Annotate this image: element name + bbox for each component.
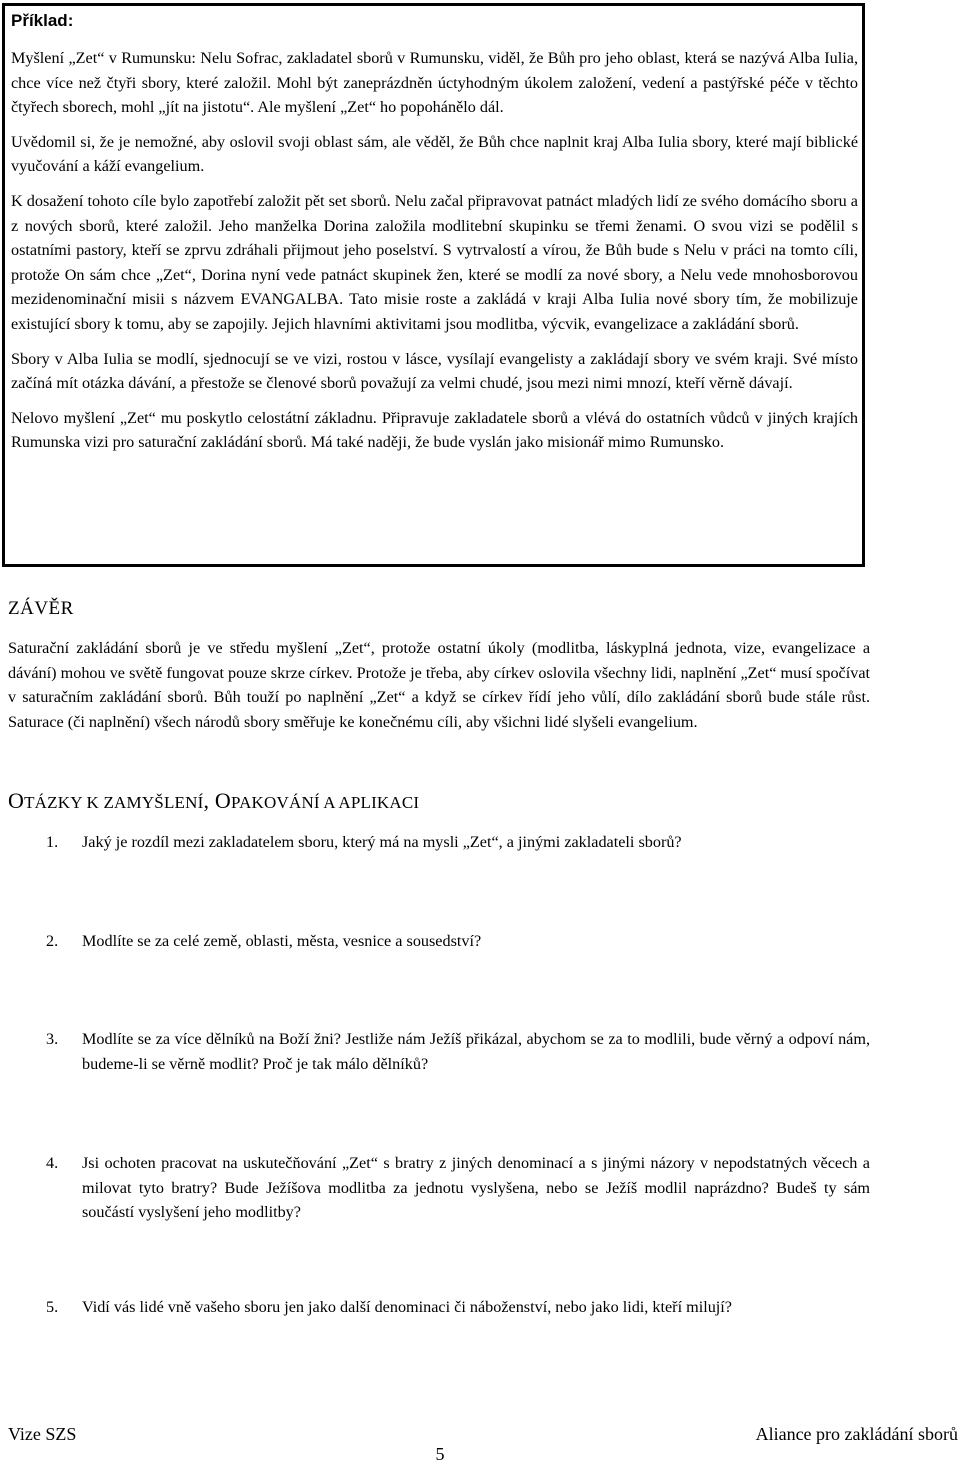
- footer-right: Aliance pro zakládání sborů: [755, 1424, 958, 1444]
- example-box: [2, 3, 865, 567]
- questions-heading-part-5: PAKOVÁNÍ A APLIKACI: [230, 793, 420, 812]
- example-paragraph-5: Nelovo myšlení „Zet“ mu poskytlo celostátní základnu. Připravuje zakladatele sborů a vlévá do ostatních vůdců v jiných krajích Rumunska vizi pro saturační zakládání sborů. Má také naději, že bude vyslán jako misionář mimo Rumunsko.: [11, 408, 858, 452]
- question-text: Jaký je rozdíl mezi zakladatelem sboru, který má na mysli „Zet“, a jinými zakladateli sborů?: [82, 833, 682, 851]
- question-number: 2.: [46, 932, 59, 950]
- question-number: 5.: [46, 1298, 59, 1316]
- question-text: Vidí vás lidé vně vašeho sboru jen jako další denominaci či náboženství, nebo jako lidi, kteří milují?: [82, 1298, 732, 1316]
- questions-heading-part-1: O: [8, 788, 25, 813]
- page-number: 5: [435, 1444, 445, 1464]
- example-paragraph-4: Sbory v Alba Iulia se modlí, sjednocují se ve vizi, rostou v lásce, vysílají evangelisty a zakládají sbory ve svém kraji. Své místo začíná mít otázka dávání, a přestože se členové sborů považují za velmi chudé, jsou mezi nimi mnozí, kteří věrně dávají.: [11, 349, 858, 393]
- example-title: Příklad:: [11, 11, 74, 30]
- question-number: 1.: [46, 833, 59, 851]
- questions-heading: [8, 786, 870, 818]
- question-text: Jsi ochoten pracovat na uskutečňování „Zet“ s bratry z jiných denominací a s jinými názory v nepodstatných věcech a milovat tyto bratry? Bude Ježíšova modlitba za jednotu vyslyšena, nebo se Ježíš modlil naprázdno? Budeš ty sám součástí vyslyšení jeho modlitby?: [82, 1154, 870, 1222]
- question-text: Modlíte se za více dělníků na Boží žni? Jestliže nám Ježíš přikázal, abychom se za to modlili, bude věrný a odpoví nám, budeme-li se věrně modlit? Proč je tak málo dělníků?: [82, 1030, 870, 1073]
- example-paragraph-3: K dosažení tohoto cíle bylo zapotřebí založit pět set sborů. Nelu začal připravovat patnáct mladých lidí ze svého domácího sboru a z nových sborů, které založil. Jeho manželka Dorina založila modlitební skupinku se třemi ženami. O svou vizi se podělil s ostatními pastory, kteří se zprvu zdráhali přijmout jeho poselství. S vytrvalostí a vírou, že Bůh bude s Nelu v práci na tomto cíli, protože On sám chce „Zet“, Dorina nyní vede patnáct skupinek žen, které se modlí za nové sbory, a Nelu vede mnohosborovou mezidenominační misii s názvem EVANGALBA. Tato misie roste a zakládá v kraji Alba Iulia nové sbory tím, že mobilizuje existující sbory k tomu, aby se zapojily. Jejich hlavními aktivitami jsou modlitba, výcvik, evangelizace a zakládání sborů.: [11, 191, 858, 333]
- questions-heading-part-4: O: [214, 788, 231, 813]
- questions-heading-part-2: TÁZKY K ZAMYŠLENÍ: [24, 793, 204, 812]
- example-paragraph-1: Myšlení „Zet“ v Rumunsku: Nelu Sofrac, zakladatel sborů v Rumunsku, viděl, že Bůh pro jeho oblast, která se nazývá Alba Iulia, chce více než čtyři sbory, které založil. Mohl být zaneprázdněn úctyhodným úkolem založení, vedení a pastýřské péče v těchto čtyřech sborech, mohl „jít na jistotu“. Ale myšlení „Zet“ ho popohánělo dál.: [11, 49, 858, 117]
- question-item-1: [46, 830, 870, 855]
- question-number: 3.: [46, 1030, 59, 1048]
- questions-heading-part-3: ,: [203, 788, 215, 813]
- example-paragraph-2: Uvědomil si, že je nemožné, aby oslovil svoji oblast sám, ale věděl, že Bůh chce naplnit kraj Alba Iulia sbory, které mají biblické vyučování a káží evangelium.: [11, 132, 858, 176]
- question-item-5: [46, 1295, 870, 1320]
- footer-left: Vize SZS: [8, 1424, 77, 1444]
- question-text: Modlíte se za celé země, oblasti, města, vesnice a sousedství?: [82, 932, 482, 950]
- question-item-4: [46, 1151, 870, 1225]
- question-item-2: [46, 929, 870, 954]
- question-number: 4.: [46, 1154, 59, 1172]
- question-item-3: [46, 1027, 870, 1076]
- conclusion-heading: ZÁVĚR: [8, 598, 74, 619]
- conclusion-text: Saturační zakládání sborů je ve středu myšlení „Zet“, protože ostatní úkoly (modlitba, láskyplná jednota, vize, evangelizace a dávání) mohou ve světě fungovat pouze skrze církev. Protože je třeba, aby církev oslovila všechny lidi, naplnění „Zet“ musí spočívat v saturačním zakládání sborů. Bůh touží po naplnění „Zet“ a když se církev řídí jeho vůlí, dílo zakládání sborů bude stále růst. Saturace (či naplnění) všech národů sbory směřuje ke konečnému cíli, aby všichni lidé slyšeli evangelium.: [8, 639, 870, 731]
